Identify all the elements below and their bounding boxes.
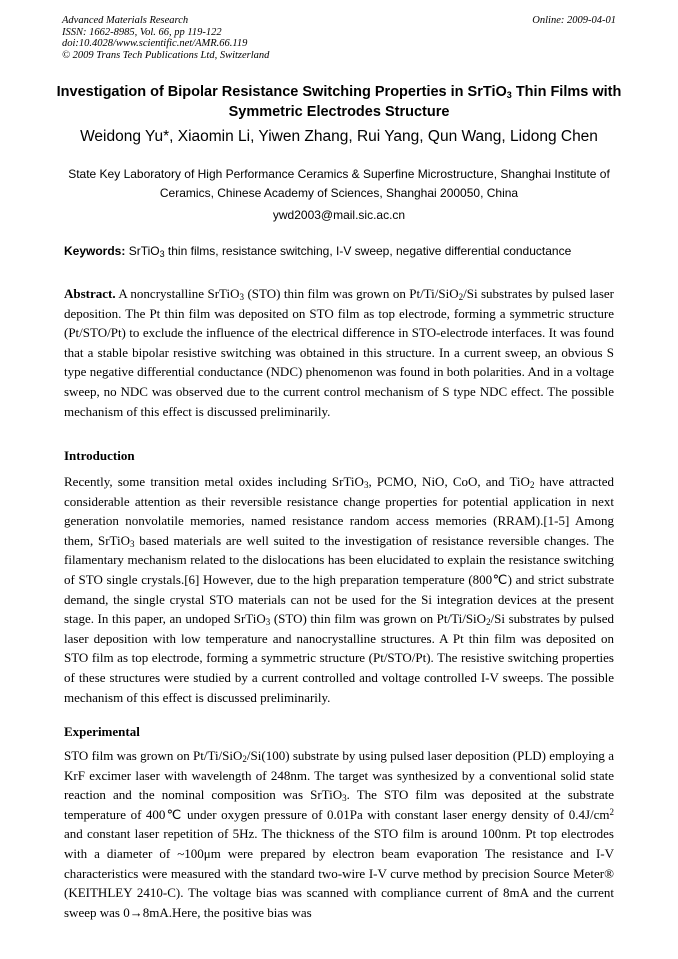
experimental-paragraph <box>64 746 614 922</box>
intro-text: (STO) thin film was grown on Pt/Ti/SiO <box>270 611 487 627</box>
experimental-subscript: 3 <box>342 793 347 804</box>
intro-subscript: 2 <box>486 617 491 628</box>
intro-subscript: 3 <box>363 480 369 490</box>
email-address[interactable]: ywd2003@mail.sic.ac.cn <box>272 208 406 222</box>
intro-text: have attracted considerable attention as their reversible resistance change properties for potential application in next generation nonvolatile memories, named resistance random access memories (RRAM).[1-5] Among them, SrTiO <box>64 474 614 548</box>
title-subscript: 3 <box>506 90 512 100</box>
title-text-2: Thin Films with Symmetric Electrodes Structure <box>228 84 622 120</box>
abstract-label: Abstract. <box>64 286 116 301</box>
experimental-text: STO film was grown on Pt/Ti/SiO <box>64 748 243 763</box>
keywords-text: SrTiO <box>125 244 160 258</box>
experimental-subscript: 2 <box>242 754 247 764</box>
intro-text: based materials are well suited to the investigation of resistance reversible changes. The filamentary mechanism related to the dislocations has been elucidated to explain the resistance switching of STO single crystals.[6] However, due to the high preparation temperature (800℃) and strict substrate demand, the single crystal STO materials can not be used for the Si integration devices at the present stage. In this paper, an undoped SrTiO <box>64 532 614 627</box>
experimental-text: and constant laser repetition of 5Hz. The thickness of the STO film is around 100nm. Pt top electrodes with a diameter of ~100μm were prepared by electron beam evaporation The resistance and I-V characteristics were measured with the standard two-wire I-V curve method by precision Source Meter® (KEITHLEY 2410-C). The voltage bias was scanned with compliance current of 8mA and the current sweep was 0→8mA.Here, the positive bias was <box>64 826 614 920</box>
abstract-subscript: 3 <box>239 292 245 302</box>
abstract-text: (STO) thin film was grown on Pt/Ti/SiO <box>244 286 459 301</box>
doi-line: doi:10.4028/www.scientific.net/AMR.66.119 <box>62 38 248 49</box>
keywords <box>64 244 618 258</box>
online-date: Online: 2009-04-01 <box>532 15 616 26</box>
section-heading-experimental: Experimental <box>64 724 140 739</box>
section-heading-introduction: Introduction <box>64 448 135 463</box>
issn-line: ISSN: 1662-8985, Vol. 66, pp 119-122 <box>62 26 222 38</box>
intro-text: , PCMO, NiO, CoO, and TiO <box>368 474 530 489</box>
abstract-text: A noncrystalline SrTiO <box>115 286 240 301</box>
paper-title <box>50 82 628 122</box>
abstract-subscript: 2 <box>458 292 464 302</box>
intro-text: Recently, some transition metal oxides including SrTiO <box>64 474 364 489</box>
intro-subscript: 2 <box>529 480 535 490</box>
abstract-text: /Si substrates by pulsed laser deposition. The Pt thin film was deposited on STO film as top electrode, forming a symmetric structure (Pt/STO/Pt) to exclude the influence of the electrical difference in STO-electrode interfaces. It was found that a stable bipolar resistive switching was obtained in this structure. In a current sweep, an obvious S type negative differential conductance (NDC) phenomenon was found in both polarities. And in a voltage sweep, no NDC was observed due to the current control mechanism of S type NDC effect. The possible mechanism of this effect is discussed preliminarily. <box>64 286 614 419</box>
affiliation: State Key Laboratory of High Performance Ceramics & Superfine Microstructure, Shanghai Institute of Ceramics, Chinese Academy of Sciences, Shanghai 200050, China <box>68 167 610 200</box>
introduction-paragraph <box>64 472 614 707</box>
abstract-paragraph <box>64 284 614 421</box>
keywords-label: Keywords: <box>64 244 126 258</box>
keywords-text: thin films, resistance switching, I-V sweep, negative differential conductance <box>164 244 572 258</box>
intro-subscript: 3 <box>265 617 271 628</box>
experimental-superscript: 2 <box>609 806 614 817</box>
experimental-text: . The STO film was deposited at the substrate temperature of 400℃ under oxygen pressure of 0.01Pa with constant laser energy density of 0.4J/cm <box>64 787 614 822</box>
title-text-1: Investigation of Bipolar Resistance Switching Properties in SrTiO <box>56 84 507 100</box>
keywords-subscript: 3 <box>159 249 165 259</box>
copyright-line: © 2009 Trans Tech Publications Ltd, Switzerland <box>62 49 270 61</box>
intro-text: /Si substrates by pulsed laser deposition with low temperature and nanocrystalline structures. A Pt thin film was deposited on STO film as top electrode, forming a symmetric structure (Pt/STO/Pt). The resistive switching properties of these structures were studied by a current controlled and voltage controlled I-V sweeps. The possible mechanism of this effect is discussed preliminarily. <box>64 611 614 705</box>
journal-name: Advanced Materials Research <box>62 15 189 26</box>
running-header <box>62 15 616 61</box>
author-list: Weidong Yu*, Xiaomin Li, Yiwen Zhang, Rui Yang, Qun Wang, Lidong Chen <box>80 128 598 145</box>
intro-subscript: 3 <box>130 538 135 549</box>
experimental-text: /Si(100) substrate by using pulsed laser deposition (PLD) employing a KrF excimer laser with wavelength of 248nm. The target was synthesized by a conventional solid state reaction and the nominal composition was SrTiO <box>64 748 614 803</box>
